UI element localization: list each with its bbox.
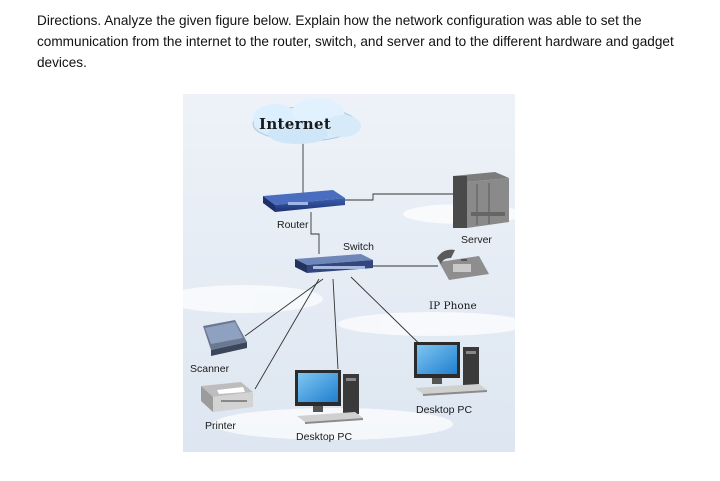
desktop-pc-right-label: Desktop PC (416, 404, 473, 416)
ip-phone-label: IP Phone (429, 300, 477, 312)
server-label: Server (461, 234, 492, 246)
desktop-pc-center-label: Desktop PC (296, 431, 353, 443)
server-icon (453, 172, 509, 228)
printer-icon (201, 382, 253, 412)
directions-text: Directions. Analyze the given figure below. Explain how the network configuration was able to set the communication from the internet to the router, switch, and server and to the different hardware and gadget devices. (37, 13, 674, 70)
desktop-pc-right-icon (414, 342, 487, 396)
router-label: Router (277, 219, 309, 231)
internet-label: Internet (259, 115, 332, 133)
switch-label: Switch (343, 241, 374, 253)
printer-label: Printer (205, 420, 236, 432)
scanner-label: Scanner (190, 363, 230, 375)
network-diagram-canvas (183, 94, 515, 452)
network-diagram (183, 94, 515, 452)
desktop-pc-center-icon (295, 370, 363, 424)
